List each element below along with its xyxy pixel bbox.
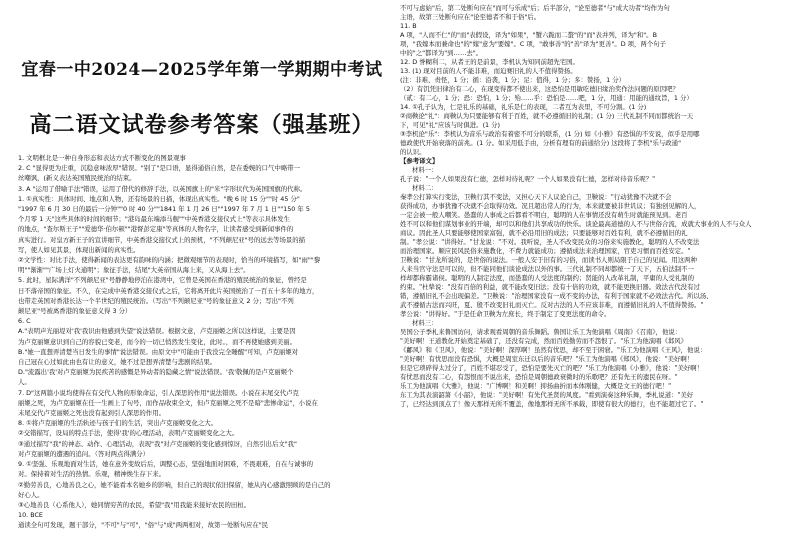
left-text-line: 也带走英国对香港长达一个半世纪的殖民统治。（写出"不列颠尼亚"号的象征意义 2 分；写出"不列	[18, 296, 294, 305]
right-text-line: 下，可见"礼"应该与时俱进。(1 分)	[400, 121, 501, 129]
right-text-line: 不可与虑始"后，第二处断句应在"而可与乐成"后；后半部分，"论至德者"与"成大功者"均作为句	[400, 4, 670, 12]
right-text-line: 中的"之"都译为"到……去"。	[400, 49, 483, 57]
right-text-line: 约束。"杜挚说："没有百倍的利益，就不能改变旧法；没有十倍的功效，就不能更换旧器。效法古代没有过	[400, 283, 700, 291]
left-text-line: 丝嘲讽，(新义表达英国殖民统治的结束。	[18, 174, 136, 183]
left-text-line: D."流露出'我'对卢克丽姬为民疾苦的感慨是异动者的隐藏之情"说法错误。'我'敬佩的是卢克丽姬个	[18, 368, 294, 377]
right-text-line: 材料一：	[412, 166, 438, 174]
right-text-line: "美好啊！王道教化开始奠定基础了，还没有完成，然而百姓勤劳而不怨恨了。"乐工为他演唱《邶风》	[400, 337, 688, 345]
left-text-line: 6. C	[18, 317, 31, 326]
right-text-line: 获得成功，办事犹豫不决就不会取得功效。况且超出常人的行为，本来就要被非世讥议；有独创见解的人，	[400, 202, 701, 210]
left-text-line: 2. C "显得更为庄重，沉稳意味浓厚"错误。"别了"是口语，显得通俗自然，是在委婉的口气中略带一	[18, 164, 301, 173]
right-text-line: 卫鞅说："甘龙所说的，是世俗的说法。一般人安于旧有的习俗，而读书人则局限于自己的见闻。用这两种	[400, 256, 697, 264]
left-text-line: "1997 年 6 月 30 日的最后一分钟""0 时 40 分""1841 年 1 月 26 日""1997 年 7 月 1 日""150 年 5	[18, 205, 310, 214]
right-text-line: 有忧思而没有二心，有怨恨而不说出来，恐怕是周朝德政衰微时的乐歌吧？还有先王的遗民在呀。"	[400, 373, 678, 381]
right-text-line: 东工为其表演韶箫《小韶》，他说："美好啊！有先代圣贤的风度。"看到演奏这种乐舞，季札说道："美好	[400, 391, 694, 399]
right-text-line: 而治理国家。顺应民风民俗来施教化，不费力就能成功；遵循成法来治理国家，官吏习惯而百姓安定。"	[400, 247, 691, 255]
right-text-line: A 项，"人而不仁"的"而"表假设，译为"如果"，"蟹六跪而二螯"的"而"表并列，译为"和"。B	[400, 31, 657, 39]
answer-key-title: 高二语文试卷参考答案（强基班）	[29, 112, 375, 138]
left-text-line: 8. ①将卢克丽姬的生活轨迹与孩子们的生活，突出卢克丽姬变化之大。	[18, 419, 218, 428]
right-text-line: 孔子说："一个人如果没有仁德，怎样对待礼呢？一个人如果没有仁德，怎样对待音乐呢？"	[400, 175, 656, 183]
right-text-line: "美好啊！有忧思而没有恐惧，大概是周室东迁以后的音乐吧？"乐工为他演唱《郑风》，他说："美好啊！	[400, 355, 694, 363]
left-text-line: 为卢克丽姬意识到自己的容貌已变老，而今的一切已悄然发生变化，此时。，而不再使她感到美丽。	[18, 337, 296, 346]
right-text-line: 12. D 誉糊利二，从者王的是前景，李机认为知同前超先宅国。	[400, 58, 579, 66]
right-column	[400, 0, 776, 549]
left-text-line: 3. A "运用了借喻手法"错误，运用了借代的修辞手法，以英国旗上的"米"字形状代为英国国旗的代称。	[18, 184, 307, 193]
left-text-line: 自己冠在心过如此由也有让的意义，她不过是想弄清楚与悲剧的结果。	[18, 358, 217, 367]
left-text-line: 好心人。	[18, 490, 44, 499]
right-text-line: 一定会被一般人嘲笑。愚蠢的人事成之后都看不明白，聪明的人在事情还没有萌生时就能预见到。老百	[400, 211, 688, 219]
left-text-line: 的地点，"查尔斯王子""爱德华·伯尔顿""港督彭定康"等真体的人物名字，让读者感受到新闻事件的	[18, 225, 294, 234]
left-text-line: A."表明声光丽堤对'我'我识由他感到失望"说法错误。根据文意，卢克丽姬之所以这样说，主要是因	[18, 327, 296, 336]
left-text-line: 明""渐渐""广场上灯火通明"；象征手法，结尾"大英帝国从海上来，又从海上去"。	[18, 266, 250, 275]
exam-title: 宜春一中2024—2025学年第一学期期中考试	[21, 60, 383, 80]
left-text-line: 1. 文明框北是一种自身形态和表达方式不断变化的图景观事	[18, 154, 186, 162]
right-text-line: 项，"我嫁本而兼命也"的"嫁"意为"要嫁"。C 项，"敢事善"的"善"译为"更善"。D 项，两个句子	[400, 40, 666, 48]
right-text-line: （2）有饥凭旧律治有二心，在现变得都不使出来，这恐怕是用敏吃德旧缘治奖作法问题的原因吧？	[400, 85, 679, 93]
right-text-line: 材料二：	[412, 184, 438, 192]
right-text-line: 吴国公子季札来鲁国访问，请求观看周朝的音乐舞蹈。鲁国让乐工为他演唱《周南》《召南》，他说：	[400, 328, 682, 336]
right-text-line: 德政使代开始衰落的前兆。(1 分。如采用低手由，分析有理有的前通给分) 这段将了李机"乐与政通"	[400, 139, 682, 147]
left-text-line: 写，使人如见其景，体现出新闻的真实性。	[18, 245, 140, 254]
left-text-line: ②交错描写，设局的特点手法，使得'我'的心理活动，表明卢克丽姬变化之大。	[18, 429, 239, 438]
left-text-line: 人。	[18, 378, 31, 387]
right-text-line: 14. ①孔子认为，仁是礼乐的基础，礼乐是仁的表现，二者互为表里，不可分割。(1 分)	[400, 103, 647, 111]
right-text-line: 秦孝公打算实行变法，卫鞅行其不变法，又担心天下人议论自己，卫鞅说："行动犹豫不决就不会	[400, 193, 672, 201]
left-text-line: 真实进行。对皇方新王子的宣讲细节，中英香港交接仪式上的预机，"不列颠尼亚"号的远去等场景的描	[18, 235, 306, 244]
right-text-line: 人来当官守法是可以的，但不能同他们谈论成法以外的事。三代礼制不同却都统一了天下，五伯法制不一	[400, 265, 694, 273]
right-answer-text	[400, 4, 776, 409]
right-text-line: 武不遵循古法而兴旺，夏、殷不改变旧礼而灭亡。反对古法的人不应该非难，而遵循旧礼的人不值得赞扬。"	[400, 301, 704, 309]
right-text-line: （贰：有二心，1 分；恐：恐怕，1 分；殆……乎：恐怕是……吧，1 分，用通：用能的通纹旨，1 分）	[400, 94, 693, 102]
right-text-line: 《鄘风》和《卫风》，他说："美好啊！深厚啊！虽然有忧思，却不至于困窘。"乐工为他演唱《王风》，他说：	[400, 346, 707, 354]
right-text-line: 姓不可以和他们谋划事业的开端，却可以和他们共享成功的快乐。谈论最高道德的人不与世俗合流，成就大事业的人不与众人	[400, 220, 752, 228]
right-text-line: ③李机论"乐"：李机认为音乐与政治有着密不可分的联系，(1 分) 如《小雅》有恐惧的不安说，似乎是用哪	[400, 130, 700, 138]
right-text-line: 商议。因此圣人只要能够使国家富强，就不必沿用旧的成法；只要能够对百姓有利，就不必遵循旧的礼	[400, 229, 688, 237]
right-text-line: 样却都称霸诸侯。聪明的人制定法度，而愚蠢的人受法度的制约；贤能的人改革礼制，平庸的人受礼制的	[400, 274, 694, 282]
left-text-line: 对。保持着对生活的热情。乐观，精神焕生存下来。	[18, 470, 165, 479]
left-text-line: 末尾交代卢克丽姬之死也没有起到引人深思的作用。	[18, 409, 165, 418]
left-text-line: 9. ①坚强、乐观地面对生活，她在意外变故后后，调整心态，坚强地面对困难，不畏艰难，自在与诚事的	[18, 460, 314, 469]
right-text-line: 了，已经达到顶点了！像天那样无所不覆盖，像地那样无所不承载，即使有很大的德行，也不能超过它了。"	[400, 400, 704, 408]
left-text-line: ②勤劳善良，心地善良之心，她不能看本名她乡的影响，但自己的现状依旧保留，她从内心感激照顾的是自己的	[18, 480, 331, 489]
right-text-line: 材料三：	[412, 319, 438, 327]
left-text-line: ②文学性：对比手法，使得新闻的表达更有韵味的内涵；把微观细节的表现时，恰当的环境描写，如"雨""黎	[18, 256, 321, 265]
left-text-line: 10. BCE	[18, 511, 43, 520]
left-text-line: 颠尼亚"号被离香港的象征意义得 3 分）	[18, 307, 132, 316]
left-column	[18, 0, 386, 549]
left-text-line: ③通过描写"我"的神态、动作、心理活动，表现"我"对卢克丽姬的变化感到惊讶，自然引出后文"我"	[18, 439, 297, 448]
right-text-line: 11. B	[400, 22, 417, 30]
right-text-line: 错，遵循旧礼不会出现偏差。"卫鞅说："治理国家没有一成不变的办法，有利于国家就不必效法古代。所以汤、	[400, 292, 713, 300]
left-text-line: 日不落帝国的象征。不久，在完成中英香港交接仪式之后，它将离开此片英国统治了一百五十多年的地方，	[18, 286, 319, 295]
left-text-line: B."她一直想弄清楚当日发生的事情"说法错误。由原文中"可能由于我没完全睡醒"可知，卢克丽姬对	[18, 347, 299, 356]
right-text-line: 【参考译文】	[400, 157, 439, 165]
right-text-line: 乐工为他演唱《大雅》，他说："广博啊！和美啊！抑扬曲折而本体刚健，大概是文王的德行吧！"	[400, 382, 672, 390]
title-block	[18, 55, 386, 139]
left-text-line: 对卢克丽姬的遭遇的追问。（答对两点得满分）	[18, 449, 150, 458]
right-text-line: 但是它琐碎得太过分了，百姓不堪忍受了，恐怕是要先灭亡的吧？"乐工为他演唱《小雅》，他说："美好啊！	[400, 364, 704, 372]
right-text-line: 主语，故第三处断句应在"论至德者不和于俗"后。	[400, 13, 541, 21]
left-answer-text	[18, 153, 386, 531]
left-text-line: 个月零 1 天"这些具体的时间的细节；"港岛最东端添马舰""中英香港交接仪式上"等表示具体发生	[18, 215, 291, 224]
left-text-line: ③心地善良（心系他人），她同情穷苦的农民，希望"我"用我能来接好农民的田桓。	[18, 500, 251, 509]
left-text-line: 丽姬之死，为卢克丽姬在任一生画上了句号，而作品收束全文，但卢克丽姬之死不是暗"悲惨命运"，小说在	[18, 398, 318, 407]
left-text-line: 通读全句可发现，题干部分，"不可"与"可"，"俗"与"成"两两相对，故第一处断句应在"民	[18, 521, 269, 530]
right-text-line: (注：非难、责怪，1 分；循：沿袭，1 分；足：值得，1 分；多：赞扬，1 分）	[400, 76, 625, 84]
right-text-line: 制。"孝公说："讲得好。"甘龙说："不对。我听说，圣人不改变民众的习俗来实施教化，聪明的人不改变法	[400, 238, 700, 246]
right-text-line: ②商鞅论"礼"：商鞅认为只要能够有利于百姓，就不必遵循旧的礼制；(1 分) 三代礼制不同而都统治一天	[400, 112, 694, 120]
left-text-line: 1. ①真实性：具体时间、地点和人物，还有场景的日描，体现出真实性。"晚 6 时 15 分""时 45 分"	[18, 194, 300, 203]
right-text-line: 孝公说："讲得好。"于是任命卫鞅为左庶长，终于制定了变更法度的命令。	[400, 310, 611, 318]
right-text-line: 的认识。	[400, 148, 426, 156]
left-text-line: 5. 此时，星际满洋"不列颠尼亚"号静静地停泊在港湾中，它曾是英国在香港的殖民统治的象征，曾经是	[18, 276, 307, 285]
right-text-line: 13. (1) 现对目前的人不能非难，而迫赛旧礼的人不值得赞扬。	[400, 67, 577, 75]
left-text-line: 7. D"这两篇小说均使得在有交代人物的形象命运，引人深思的作用"说法错误。小说在末尾交代卢克	[18, 388, 299, 397]
